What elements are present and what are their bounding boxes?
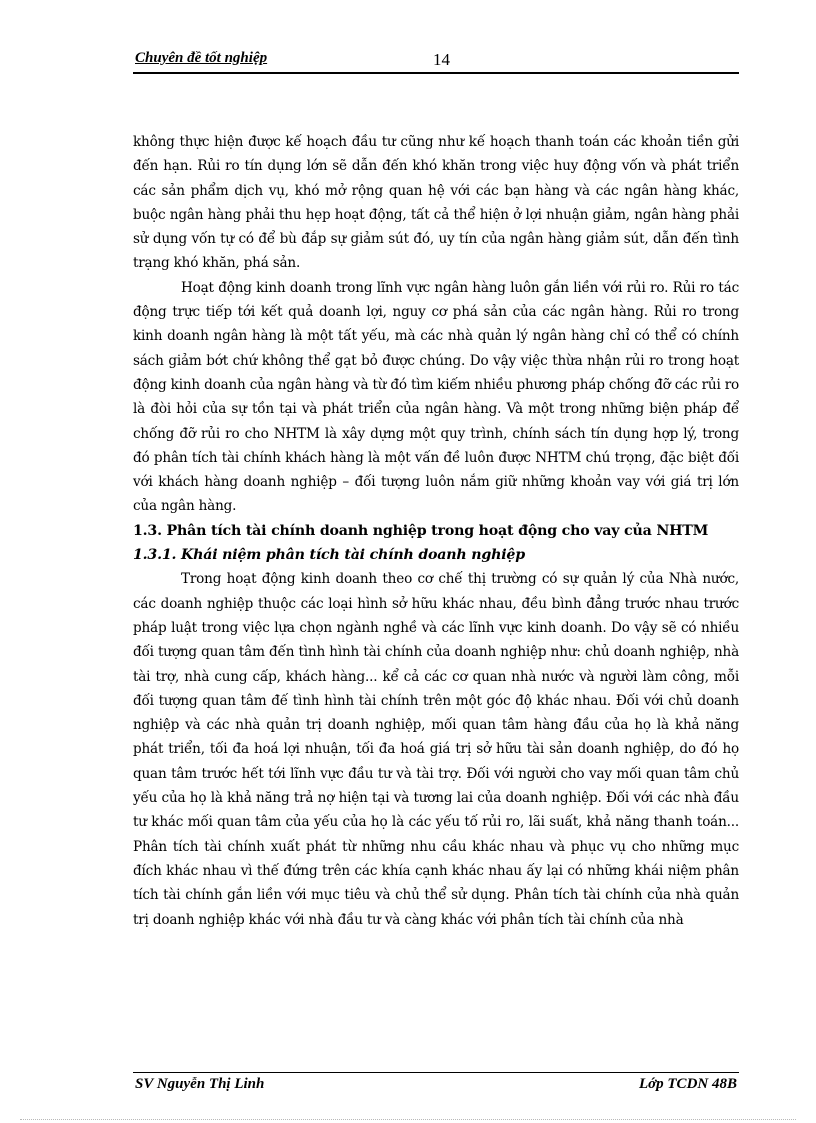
page-header <box>133 46 739 74</box>
page-edge-divider <box>20 1119 796 1120</box>
subsection-heading: 1.3.1. Khái niệm phân tích tài chính doanh nghiệp <box>133 547 525 564</box>
class-name: Lớp TCDN 48B <box>638 1076 737 1092</box>
page-number: 14 <box>433 50 450 69</box>
student-name: SV Nguyễn Thị Linh <box>135 1076 265 1092</box>
body-paragraph-3: Trong hoạt động kinh doanh theo cơ chế thị trường có sự quản lý của Nhà nước, các doanh nghiệp thuộc các loại hình sở hữu khác nhau, đều bình đẳng trước nhau trước pháp luật trong việc lựa chọn ngành nghề và các lĩnh vực kinh doanh. Do vậy sẽ có nhiều đối tượng quan tâm đến tình hình tài chính của doanh nghiệp như: chủ doanh nghiệp, nhà tài trợ, nhà cung cấp, khách hàng... kể cả các cơ quan nhà nước và người làm công, mỗi đối tượng quan tâm đế tình hình tài chính trên một góc độ khác nhau. Đối với chủ doanh nghiệp và các nhà quản trị doanh nghiệp, mối quan tâm hàng đầu của họ là khả năng phát triển, tối đa hoá lợi nhuận, tối đa hoá giá trị sở hữu tài sản doanh nghiệp, do đó họ quan tâm trước hết tới lĩnh vực đầu tư và tài trợ. Đối với người cho vay mối quan tâm chủ yếu của họ là khả năng trả nợ hiện tại và tương lai của doanh nghiệp. Đối với các nhà đầu tư khác mối quan tâm của yếu của họ là các yếu tố rủi ro, lãi suất, khả năng thanh toán... Phân tích tài chính xuất phát từ những nhu cầu khác nhau và phục vụ cho những mục đích khác nhau vì thế đứng trên các khía cạnh khác nhau ấy lại có những khái niệm phân tích tài chính gắn liền với mục tiêu và chủ thể sử dụng. Phân tích tài chính của nhà quản trị doanh nghiệp khác với nhà đầu tư và càng khác với phân tích tài chính của nhà <box>133 571 739 928</box>
document-title: Chuyên đề tốt nghiệp <box>135 50 268 66</box>
body-paragraph-1: không thực hiện được kế hoạch đầu tư cũng như kế hoạch thanh toán các khoản tiền gửi đến hạn. Rủi ro tín dụng lớn sẽ dẫn đến khó khăn trong việc huy động vốn và phát triển các sản phẩm dịch vụ, khó mở rộng quan hệ với các bạn hàng và các ngân hàng khác, buộc ngân hàng phải thu hẹp hoạt động, tất cả thể hiện ở lợi nhuận giảm, ngân hàng phải sử dụng vốn tự có để bù đắp sự giảm sút đó, uy tín của ngân hàng giảm sút, dẫn đến tình trạng khó khăn, phá sản. <box>133 134 739 272</box>
section-heading: 1.3. Phân tích tài chính doanh nghiệp trong hoạt động cho vay của NHTM <box>133 522 709 539</box>
page-body <box>133 130 739 932</box>
page-footer <box>133 1072 739 1099</box>
body-paragraph-2: Hoạt động kinh doanh trong lĩnh vực ngân hàng luôn gắn liền với rủi ro. Rủi ro tác động trực tiếp tới kết quả doanh lợi, nguy cơ phá sản của các ngân hàng. Rủi ro trong kinh doanh ngân hàng là một tất yếu, mà các nhà quản lý ngân hàng chỉ có thể có chính sách giảm bớt chứ không thể gạt bỏ được chúng. Do vậy việc thừa nhận rủi ro trong hoạt động kinh doanh của ngân hàng và từ đó tìm kiếm nhiều phương pháp chống đỡ các rủi ro là đòi hỏi của sự tồn tại và phát triển của ngân hàng. Và một trong những biện pháp để chống đỡ rủi ro cho NHTM là xây dựng một quy trình, chính sách tín dụng hợp lý, trong đó phân tích tài chính khách hàng là một vấn đề luôn được NHTM chú trọng, đặc biệt đối với khách hàng doanh nghiệp – đối tượng luôn nắm giữ những khoản vay với giá trị lớn của ngân hàng. <box>133 279 739 515</box>
